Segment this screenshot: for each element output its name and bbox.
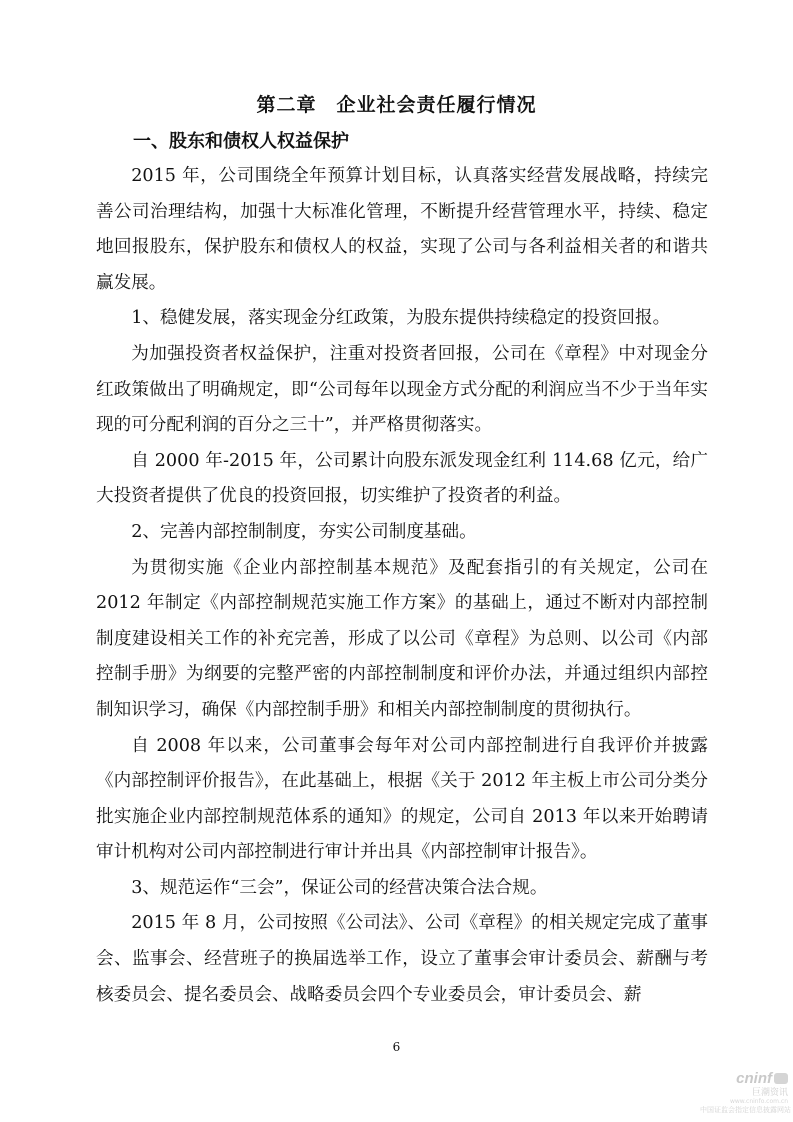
paragraph: 2、完善内部控制制度，夯实公司制度基础。 bbox=[131, 521, 477, 542]
paragraph: 2015 年，公司围绕全年预算计划目标，认真落实经营发展战略，持续完善公司治理结构，加强十大标准化管理，不断提升经营管理水平，持续、稳定地回报股东，保护股东和债权人的权益，实现了公司与各利益相关者的和谐共赢发展。 bbox=[96, 166, 708, 293]
section-heading: 一、股东和债权人权益保护 bbox=[133, 131, 349, 152]
document-body bbox=[96, 159, 708, 1013]
paragraph: 3、规范运作“三会”，保证公司的经营决策合法合规。 bbox=[131, 877, 548, 898]
paragraph: 1、稳健发展，落实现金分红政策，为股东提供持续稳定的投资回报。 bbox=[131, 308, 671, 329]
watermark-logo-text: cninf bbox=[736, 1070, 772, 1087]
page-number: 6 bbox=[392, 1040, 401, 1054]
watermark-logo-cn: 巨潮资讯 bbox=[751, 1088, 788, 1098]
cninfo-watermark bbox=[700, 1068, 791, 1115]
chapter-title: 第二章 企业社会责任履行情况 bbox=[256, 94, 537, 116]
watermark-subtitle: 中国证监会指定信息披露网站 bbox=[700, 1106, 791, 1114]
paragraph: 自 2000 年-2015 年，公司累计向股东派发现金红利 114.68 亿元，给广大投资者提供了优良的投资回报，切实维护了投资者的利益。 bbox=[96, 450, 708, 507]
paragraph: 2015 年 8 月，公司按照《公司法》、公司《章程》的相关规定完成了董事会、监事会、经营班子的换届选举工作，设立了董事会审计委员会、薪酬与考核委员会、提名委员会、战略委员会四个专业委员会，审计委员会、薪 bbox=[96, 913, 708, 1005]
paragraph: 自 2008 年以来，公司董事会每年对公司内部控制进行自我评价并披露《内部控制评价报告》，在此基础上，根据《关于 2012 年主板上市公司分类分批实施企业内部控制规范体系的通知》的规定，公司自 2013 年以来开始聘请审计机构对公司内部控制进行审计并出具《内部控制审计报告》。 bbox=[96, 735, 708, 863]
cninfo-logo-icon bbox=[774, 1073, 788, 1084]
paragraph: 为加强投资者权益保护，注重对投资者回报，公司在《章程》中对现金分红政策做出了明确规定，即“公司每年以现金方式分配的利润应当不少于当年实现的可分配利润的百分之三十”，并严格贯彻落实。 bbox=[96, 343, 708, 436]
watermark-url: www.cninfo.com.cn bbox=[729, 1098, 788, 1105]
paragraph: 为贯彻实施《企业内部控制基本规范》及配套指引的有关规定，公司在 2012 年制定《内部控制规范实施工作方案》的基础上，通过不断对内部控制制度建设相关工作的补充完善，形成了以公司《章程》为总则、以公司《内部控制手册》为纲要的完整严密的内部控制制度和评价办法，并通过组织内部控制知识学习，确保《内部控制手册》和相关内部控制制度的贯彻执行。 bbox=[96, 557, 708, 720]
